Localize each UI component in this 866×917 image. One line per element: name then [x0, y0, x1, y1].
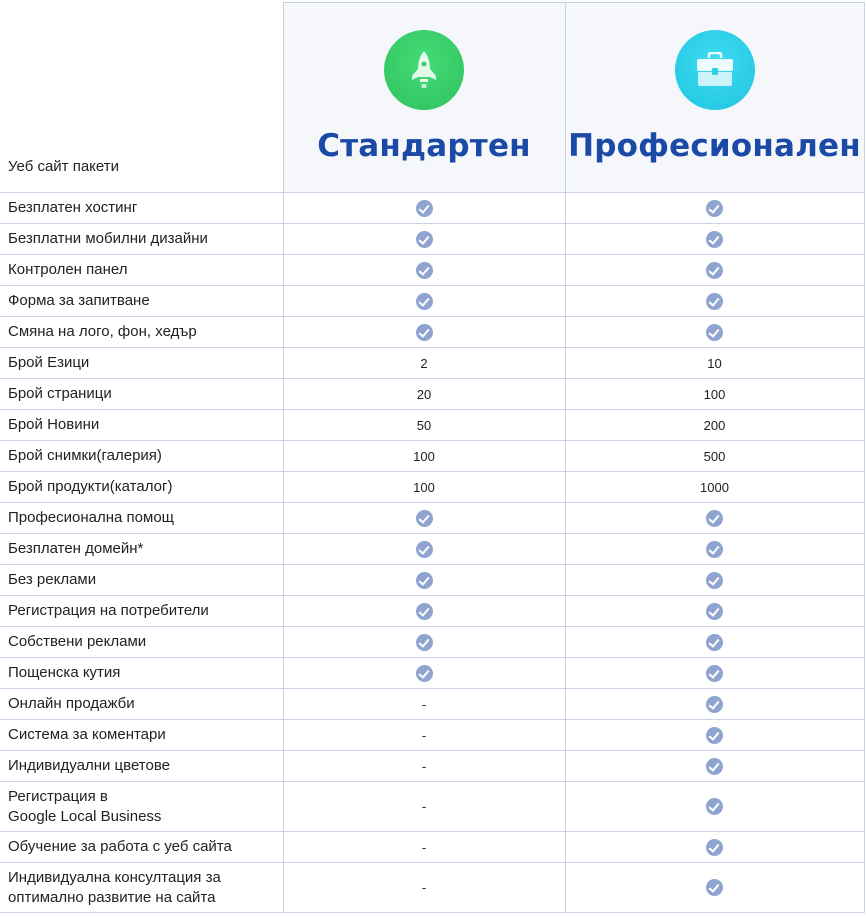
- check-icon: [416, 200, 433, 217]
- table-row: [0, 658, 864, 689]
- plan-name-standard: Стандартен: [317, 128, 531, 164]
- feature-label: Безплатен домейн*: [0, 534, 283, 565]
- feature-label: Безплатни мобилни дизайни: [0, 224, 283, 255]
- check-icon: [706, 696, 723, 713]
- check-icon: [706, 758, 723, 775]
- table-row: [0, 627, 864, 658]
- feature-count: 100: [413, 479, 435, 495]
- feature-value-professional: [565, 658, 864, 689]
- feature-value-standard: [283, 317, 565, 348]
- table-row: [0, 193, 864, 224]
- not-included-dash: -: [421, 799, 427, 814]
- feature-value-standard: [283, 627, 565, 658]
- feature-label: Без реклами: [0, 565, 283, 596]
- feature-label: Индивидуални цветове: [0, 751, 283, 782]
- feature-value-standard: [283, 863, 565, 913]
- feature-value-professional: [565, 534, 864, 565]
- feature-value-standard: [283, 782, 565, 832]
- table-row: [0, 286, 864, 317]
- check-icon: [706, 262, 723, 279]
- feature-label: Брой Езици: [0, 348, 283, 379]
- feature-count: 1000: [700, 479, 729, 495]
- check-icon: [416, 634, 433, 651]
- feature-count: 10: [707, 355, 722, 371]
- feature-value-professional: [565, 472, 864, 503]
- check-icon: [706, 634, 723, 651]
- feature-label: Форма за запитване: [0, 286, 283, 317]
- check-icon: [416, 572, 433, 589]
- table-row: [0, 596, 864, 627]
- feature-value-professional: [565, 751, 864, 782]
- check-icon: [706, 665, 723, 682]
- feature-value-standard: [283, 193, 565, 224]
- table-row: [0, 863, 864, 913]
- not-included-dash: -: [421, 696, 427, 712]
- header-label-cell: [0, 3, 283, 193]
- feature-value-professional: [565, 317, 864, 348]
- feature-label: Контролен панел: [0, 255, 283, 286]
- feature-label: Обучение за работа с уеб сайта: [0, 832, 283, 863]
- table-row: [0, 441, 864, 472]
- feature-count: 500: [703, 448, 726, 464]
- feature-label: Брой страници: [0, 379, 283, 410]
- feature-value-professional: [565, 255, 864, 286]
- feature-label: Професионална помощ: [0, 503, 283, 534]
- feature-value-professional: [565, 832, 864, 863]
- feature-value-professional: [565, 503, 864, 534]
- feature-value-standard: [283, 410, 565, 441]
- table-row: [0, 565, 864, 596]
- check-icon: [416, 665, 433, 682]
- check-icon: [416, 324, 433, 341]
- table-row: [0, 503, 864, 534]
- table-row: [0, 410, 864, 441]
- table-row: [0, 379, 864, 410]
- check-icon: [706, 510, 723, 527]
- feature-label: Онлайн продажби: [0, 689, 283, 720]
- table-row: [0, 689, 864, 720]
- feature-value-professional: [565, 379, 864, 410]
- check-icon: [416, 603, 433, 620]
- check-icon: [416, 231, 433, 248]
- feature-label: Смяна на лого, фон, хедър: [0, 317, 283, 348]
- feature-value-standard: [283, 832, 565, 863]
- check-icon: [416, 510, 433, 527]
- not-included-dash: -: [421, 727, 427, 743]
- check-icon: [416, 293, 433, 310]
- check-icon: [706, 572, 723, 589]
- feature-label: Система за коментари: [0, 720, 283, 751]
- not-included-dash: -: [421, 839, 427, 855]
- rocket-icon: [384, 30, 464, 110]
- feature-value-standard: [283, 565, 565, 596]
- feature-label: Брой Новини: [0, 410, 283, 441]
- feature-value-standard: [283, 751, 565, 782]
- pricing-table: [0, 2, 865, 913]
- feature-value-professional: [565, 565, 864, 596]
- check-icon: [706, 603, 723, 620]
- table-row: [0, 751, 864, 782]
- feature-value-professional: [565, 689, 864, 720]
- check-icon: [416, 541, 433, 558]
- feature-value-standard: [283, 596, 565, 627]
- feature-count: 20: [416, 386, 432, 402]
- feature-value-standard: [283, 379, 565, 410]
- feature-count: 2: [420, 355, 428, 371]
- feature-value-standard: [283, 441, 565, 472]
- feature-label: Индивидуална консултация за оптимално развитие на сайта: [0, 863, 283, 913]
- feature-value-professional: [565, 863, 864, 913]
- check-icon: [706, 541, 723, 558]
- feature-label: Собствени реклами: [0, 627, 283, 658]
- plan-header-standard: [283, 3, 565, 193]
- feature-value-standard: [283, 658, 565, 689]
- table-row: [0, 534, 864, 565]
- table-row: [0, 472, 864, 503]
- feature-value-standard: [283, 720, 565, 751]
- table-row: [0, 782, 864, 832]
- feature-label: Брой снимки(галерия): [0, 441, 283, 472]
- feature-value-professional: [565, 596, 864, 627]
- check-icon: [706, 200, 723, 217]
- not-included-dash: -: [421, 880, 427, 895]
- feature-count: 50: [416, 417, 432, 433]
- table-row: [0, 720, 864, 751]
- feature-count: 200: [703, 417, 726, 433]
- feature-value-professional: [565, 224, 864, 255]
- feature-value-professional: [565, 286, 864, 317]
- feature-value-professional: [565, 627, 864, 658]
- feature-value-standard: [283, 286, 565, 317]
- feature-value-standard: [283, 472, 565, 503]
- table-row: [0, 255, 864, 286]
- briefcase-icon: [675, 30, 755, 110]
- feature-value-professional: [565, 441, 864, 472]
- feature-value-professional: [565, 720, 864, 751]
- feature-label: Регистрация на потребители: [0, 596, 283, 627]
- table-header-row: [0, 3, 864, 193]
- feature-count: 100: [413, 448, 435, 464]
- feature-label: Брой продукти(каталог): [0, 472, 283, 503]
- feature-value-professional: [565, 410, 864, 441]
- feature-label: Безплатен хостинг: [0, 193, 283, 224]
- feature-value-standard: [283, 348, 565, 379]
- table-row: [0, 317, 864, 348]
- check-icon: [706, 839, 723, 856]
- check-icon: [706, 324, 723, 341]
- feature-label: Пощенска кутия: [0, 658, 283, 689]
- not-included-dash: -: [421, 758, 427, 774]
- table-row: [0, 348, 864, 379]
- check-icon: [706, 293, 723, 310]
- feature-value-professional: [565, 348, 864, 379]
- table-title: Уеб сайт пакети: [8, 157, 120, 175]
- check-icon: [706, 879, 723, 896]
- table-row: [0, 832, 864, 863]
- check-icon: [706, 798, 723, 815]
- check-icon: [706, 727, 723, 744]
- feature-value-professional: [565, 193, 864, 224]
- feature-value-standard: [283, 503, 565, 534]
- check-icon: [416, 262, 433, 279]
- feature-value-standard: [283, 224, 565, 255]
- table-row: [0, 224, 864, 255]
- feature-label: Регистрация в Google Local Business: [0, 782, 283, 832]
- plan-name-professional: Професионален: [568, 128, 861, 164]
- feature-value-professional: [565, 782, 864, 832]
- check-icon: [706, 231, 723, 248]
- feature-value-standard: [283, 255, 565, 286]
- feature-count: 100: [703, 386, 726, 402]
- plan-header-professional: [565, 3, 864, 193]
- feature-value-standard: [283, 534, 565, 565]
- feature-value-standard: [283, 689, 565, 720]
